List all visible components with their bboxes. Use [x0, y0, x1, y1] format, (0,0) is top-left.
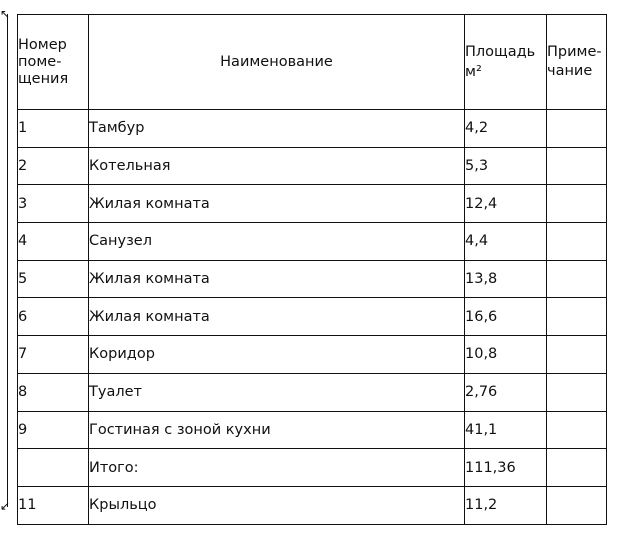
room-name-cell: Жилая комната [89, 185, 465, 223]
header-num-line3: щения [18, 70, 69, 87]
room-note-cell [547, 223, 607, 261]
room-number-cell: 1 [18, 110, 89, 148]
header-area [465, 15, 547, 110]
room-name-cell: Котельная [89, 147, 465, 185]
room-note-cell [547, 298, 607, 336]
room-area-cell: 11,2 [465, 486, 547, 524]
table-row [18, 260, 607, 298]
room-area-cell: 4,2 [465, 110, 547, 148]
room-note-cell [547, 411, 607, 449]
dimension-arrow-bottom-icon: ↙ [0, 499, 11, 513]
total-area-cell: 111,36 [465, 449, 547, 487]
room-name-cell: Коридор [89, 336, 465, 374]
header-note [547, 15, 607, 110]
room-area-cell: 2,76 [465, 373, 547, 411]
table-row [18, 373, 607, 411]
room-area-cell: 4,4 [465, 223, 547, 261]
room-area-cell: 13,8 [465, 260, 547, 298]
room-note-cell [547, 260, 607, 298]
total-label-cell: Итого: [89, 449, 465, 487]
table-row [18, 147, 607, 185]
room-note-cell [547, 185, 607, 223]
room-name-cell: Крыльцо [89, 486, 465, 524]
room-number-cell: 2 [18, 147, 89, 185]
room-note-cell [547, 336, 607, 374]
table-header-row [18, 15, 607, 110]
table-row [18, 185, 607, 223]
room-area-cell: 16,6 [465, 298, 547, 336]
header-num-line1: Номер [18, 36, 67, 53]
table-row [18, 298, 607, 336]
room-note-cell [547, 486, 607, 524]
room-name-cell: Санузел [89, 223, 465, 261]
table-row [18, 336, 607, 374]
header-num-line2: поме- [18, 53, 62, 70]
room-name-cell: Жилая комната [89, 260, 465, 298]
room-number-cell: 3 [18, 185, 89, 223]
room-number-cell: 9 [18, 411, 89, 449]
table-row [18, 110, 607, 148]
room-number-cell: 5 [18, 260, 89, 298]
room-name-cell: Тамбур [89, 110, 465, 148]
room-note-cell [547, 373, 607, 411]
room-name-cell: Гостиная с зоной кухни [89, 411, 465, 449]
header-note-line2: чание [547, 63, 593, 79]
room-number-cell: 6 [18, 298, 89, 336]
room-number-cell: 4 [18, 223, 89, 261]
room-note-cell [547, 449, 607, 487]
room-name-cell: Жилая комната [89, 298, 465, 336]
room-area-cell: 5,3 [465, 147, 547, 185]
room-number-cell: 11 [18, 486, 89, 524]
room-area-cell: 41,1 [465, 411, 547, 449]
room-area-cell: 10,8 [465, 336, 547, 374]
table-row [18, 486, 607, 524]
room-name-cell: Туалет [89, 373, 465, 411]
dimension-arrow-top-icon: ↖ [0, 7, 11, 21]
header-note-line1: Приме- [547, 44, 602, 60]
room-area-cell: 12,4 [465, 185, 547, 223]
dimension-line [7, 14, 8, 507]
table-total-row [18, 449, 607, 487]
header-area-line2: м² [465, 64, 482, 80]
room-note-cell [547, 110, 607, 148]
room-schedule-table [17, 14, 607, 525]
room-number-cell [18, 449, 89, 487]
room-number-cell: 8 [18, 373, 89, 411]
header-name: Наименование [89, 15, 465, 110]
header-area-line1: Площадь [465, 44, 536, 60]
table-row [18, 223, 607, 261]
room-note-cell [547, 147, 607, 185]
table-row [18, 411, 607, 449]
room-number-cell: 7 [18, 336, 89, 374]
header-room-number [18, 15, 89, 110]
